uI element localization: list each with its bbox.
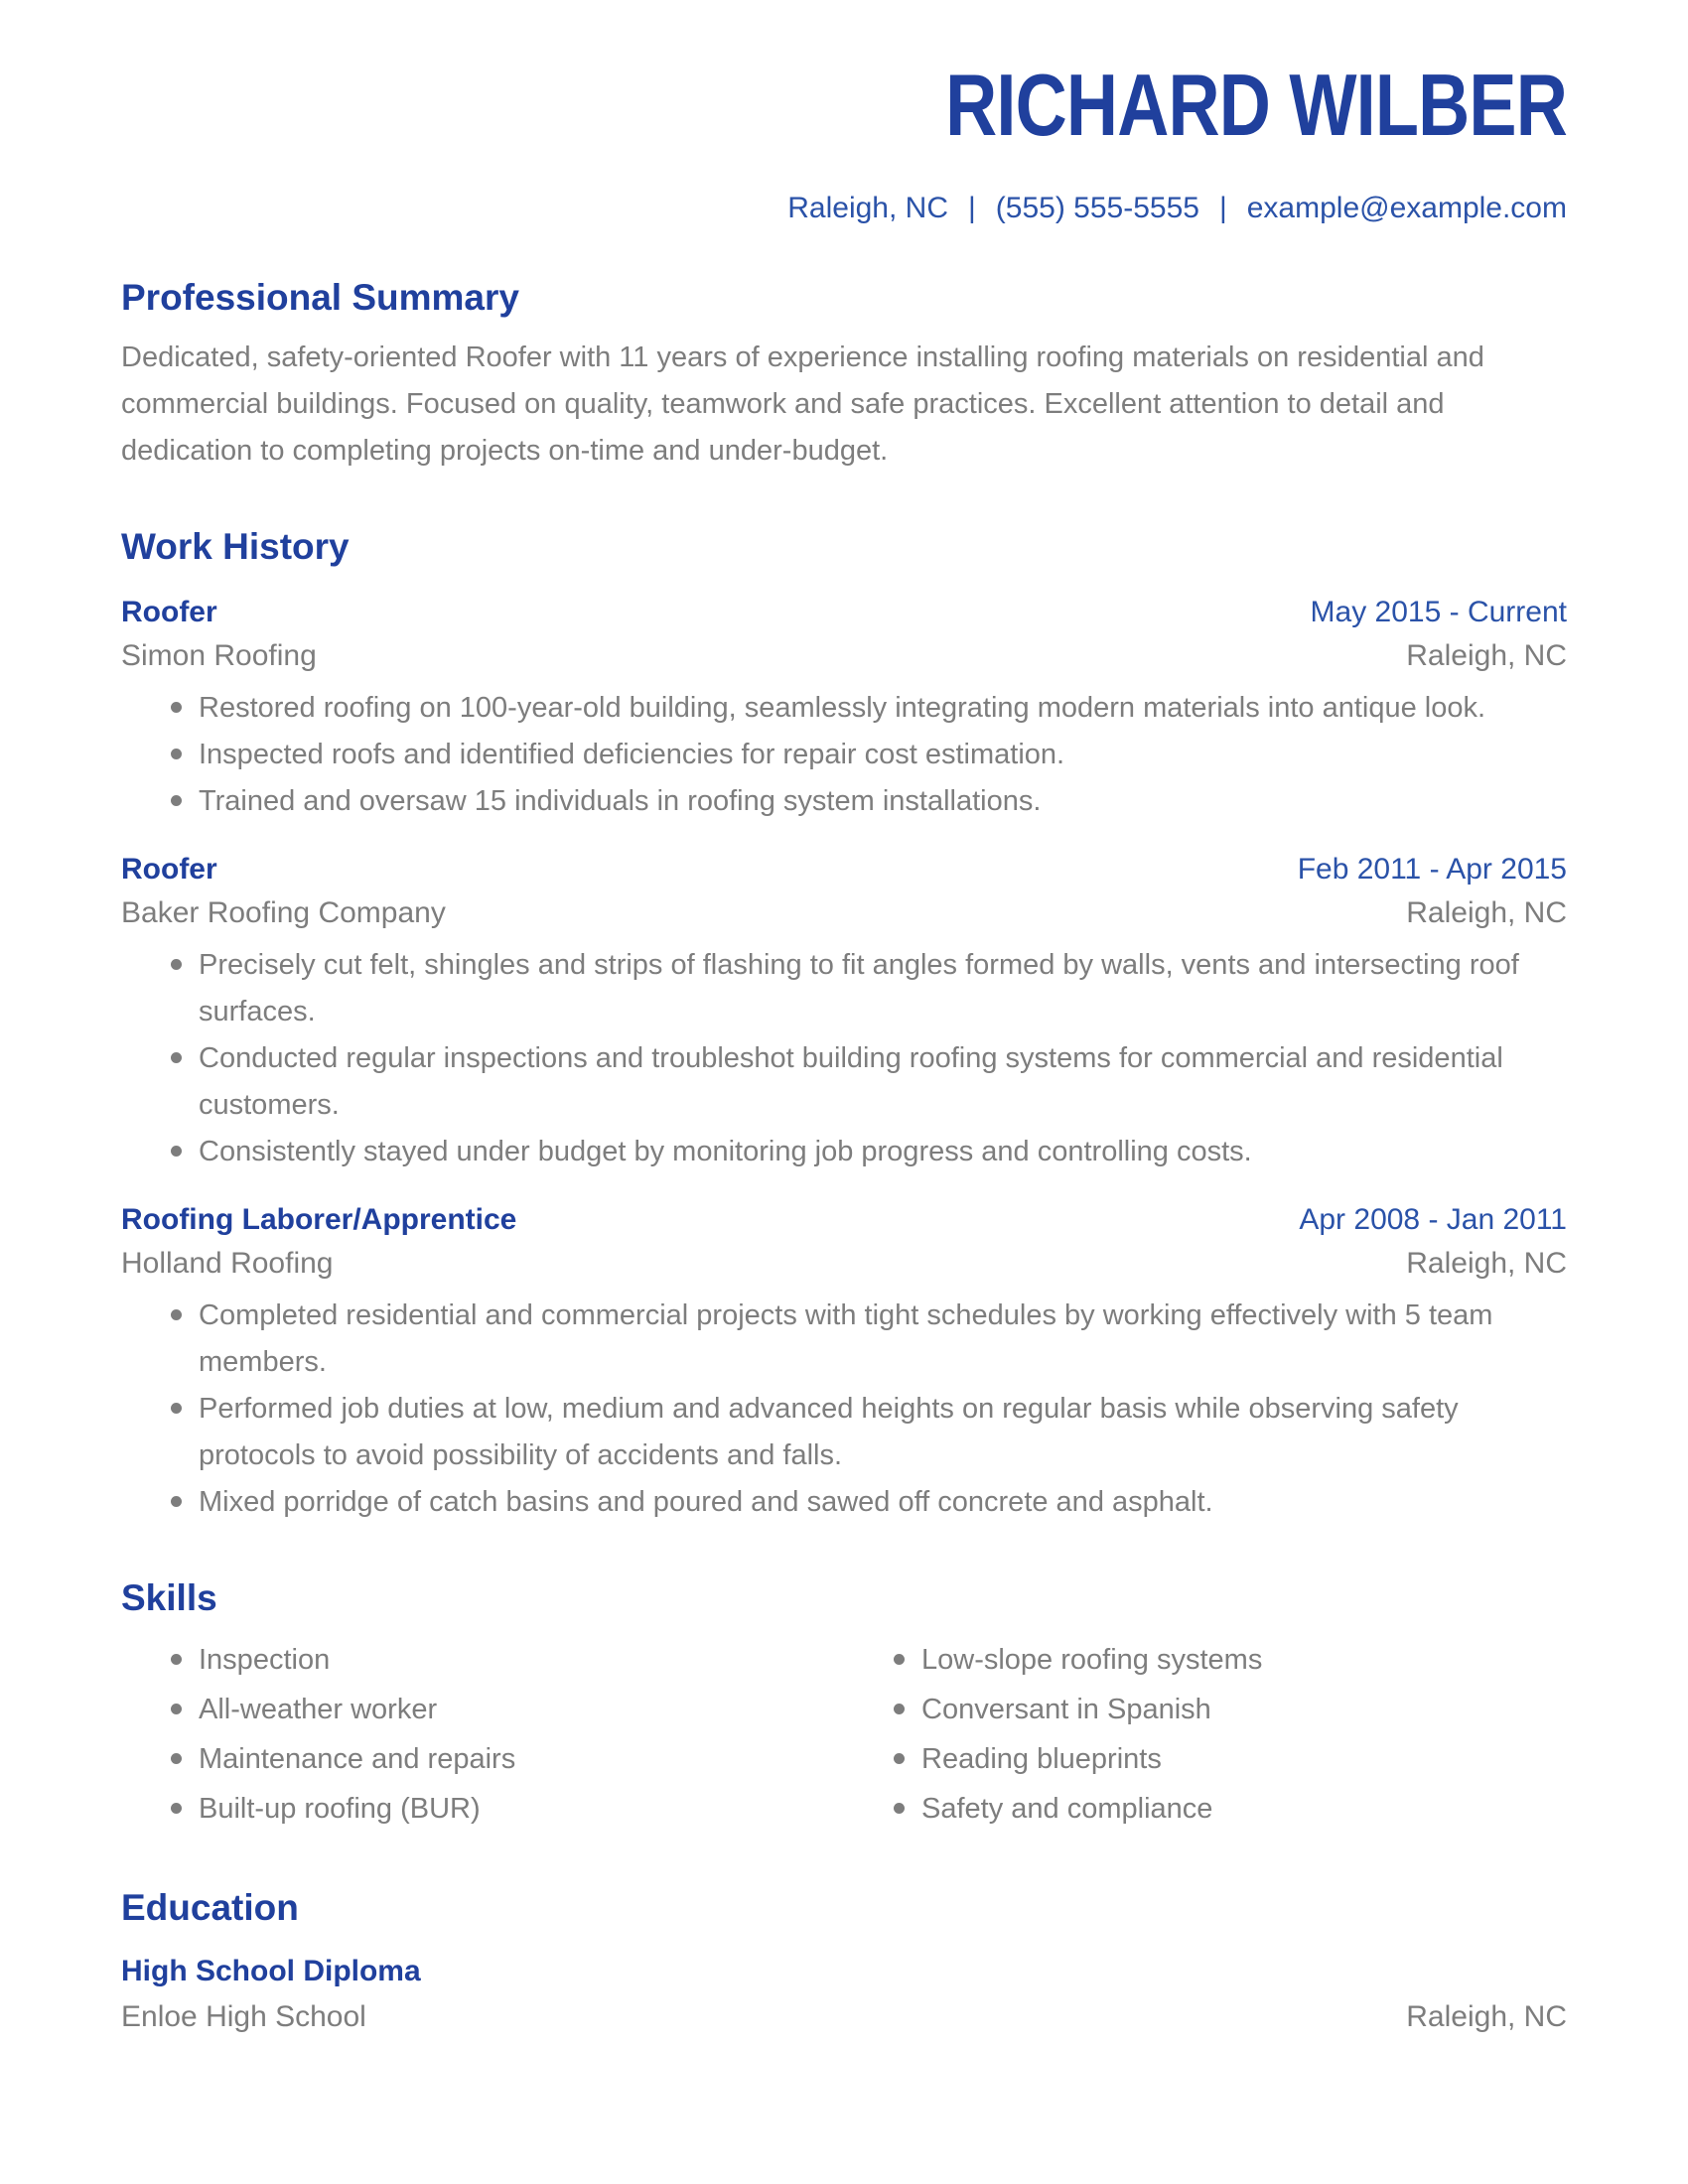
education-section-title: Education [121, 1887, 299, 1929]
bullet-item [169, 1035, 1567, 1129]
contact-separator: | [1218, 192, 1227, 225]
skill-text: Reading blueprints [921, 1743, 1162, 1776]
summary-section-title: Professional Summary [121, 277, 519, 319]
skill-item [892, 1736, 1567, 1783]
skill-text: Maintenance and repairs [199, 1743, 516, 1776]
bullet-item [169, 1129, 1567, 1175]
bullet-dot-icon [171, 702, 182, 713]
skill-item [169, 1786, 844, 1833]
bullet-dot-icon [894, 1704, 905, 1714]
bullet-text: Restored roofing on 100-year-old building, seamlessly integrating modern materials into antique look. [199, 692, 1486, 725]
education-row [121, 2000, 1567, 2034]
skill-text: Safety and compliance [921, 1793, 1213, 1826]
bullet-item [169, 1386, 1567, 1479]
resume-header [121, 52, 1567, 225]
job-dates: Apr 2008 - Jan 2011 [1299, 1203, 1567, 1237]
candidate-name: RICHARD WILBER [945, 56, 1567, 154]
job-title: Roofer [121, 853, 217, 887]
bullet-dot-icon [171, 1704, 182, 1714]
job-subhead [121, 1247, 1567, 1281]
work-section-title: Work History [121, 526, 350, 568]
bullet-dot-icon [894, 1803, 905, 1814]
skill-item [892, 1687, 1567, 1733]
skill-text: Low-slope roofing systems [921, 1644, 1263, 1677]
job-bullet-list [121, 1293, 1567, 1526]
contact-phone: (555) 555-5555 [995, 192, 1199, 225]
job-entry [121, 853, 1567, 1175]
job-company: Simon Roofing [121, 639, 317, 673]
skill-text: Inspection [199, 1644, 331, 1677]
job-dates: May 2015 - Current [1310, 596, 1567, 629]
job-title: Roofer [121, 596, 217, 629]
education-degree: High School Diploma [121, 1955, 421, 1988]
skill-text: Conversant in Spanish [921, 1694, 1211, 1726]
contact-email: example@example.com [1246, 192, 1567, 225]
education-location: Raleigh, NC [1406, 2000, 1567, 2034]
job-head [121, 853, 1567, 887]
bullet-text: Trained and oversaw 15 individuals in roofing system installations. [199, 785, 1042, 818]
skill-item [892, 1786, 1567, 1833]
job-location: Raleigh, NC [1406, 1247, 1567, 1281]
bullet-text: Completed residential and commercial projects with tight schedules by working effectively with 5 team members. [199, 1299, 1493, 1379]
section-professional-summary [121, 277, 1567, 475]
bullet-dot-icon [171, 1309, 182, 1320]
bullet-item [169, 1479, 1567, 1526]
job-entry [121, 1203, 1567, 1526]
job-company: Baker Roofing Company [121, 896, 446, 930]
bullet-dot-icon [171, 1052, 182, 1063]
section-skills [121, 1577, 1567, 1836]
bullet-dot-icon [171, 1753, 182, 1764]
bullet-text: Performed job duties at low, medium and advanced heights on regular basis while observing safety protocols to avoid possibility of accidents and falls. [199, 1393, 1459, 1472]
skills-column-2 [844, 1637, 1567, 1836]
bullet-dot-icon [171, 959, 182, 970]
job-location: Raleigh, NC [1406, 639, 1567, 673]
education-school: Enloe High School [121, 2000, 366, 2034]
bullet-text: Conducted regular inspections and troubleshot building roofing systems for commercial and residential customers. [199, 1042, 1503, 1122]
bullet-text: Precisely cut felt, shingles and strips of flashing to fit angles formed by walls, vents and intersecting roof surfaces. [199, 949, 1519, 1028]
job-head [121, 1203, 1567, 1237]
bullet-dot-icon [171, 1654, 182, 1665]
skills-columns [121, 1637, 1567, 1836]
bullet-text: Mixed porridge of catch basins and poured and sawed off concrete and asphalt. [199, 1486, 1213, 1519]
job-subhead [121, 639, 1567, 673]
skill-text: All-weather worker [199, 1694, 438, 1726]
job-location: Raleigh, NC [1406, 896, 1567, 930]
bullet-text: Inspected roofs and identified deficiencies for repair cost estimation. [199, 739, 1065, 771]
bullet-text: Consistently stayed under budget by monitoring job progress and controlling costs. [199, 1136, 1252, 1168]
bullet-dot-icon [171, 1403, 182, 1414]
bullet-item [169, 732, 1567, 778]
contact-line [121, 192, 1567, 225]
bullet-item [169, 942, 1567, 1035]
job-bullet-list [121, 685, 1567, 825]
contact-separator: | [967, 192, 976, 225]
skill-item [169, 1637, 844, 1684]
bullet-dot-icon [171, 1146, 182, 1157]
bullet-item [169, 778, 1567, 825]
skills-section-title: Skills [121, 1577, 217, 1619]
skill-item [169, 1736, 844, 1783]
job-bullet-list [121, 942, 1567, 1175]
skill-item [169, 1687, 844, 1733]
section-work-history [121, 526, 1567, 1526]
bullet-dot-icon [171, 795, 182, 806]
skill-item [892, 1637, 1567, 1684]
skill-text: Built-up roofing (BUR) [199, 1793, 481, 1826]
section-education [121, 1887, 1567, 2034]
bullet-dot-icon [171, 749, 182, 759]
bullet-dot-icon [894, 1753, 905, 1764]
job-dates: Feb 2011 - Apr 2015 [1297, 853, 1567, 887]
contact-location: Raleigh, NC [787, 192, 948, 225]
bullet-dot-icon [171, 1496, 182, 1507]
job-company: Holland Roofing [121, 1247, 334, 1281]
job-head [121, 596, 1567, 629]
bullet-dot-icon [171, 1803, 182, 1814]
job-subhead [121, 896, 1567, 930]
job-title: Roofing Laborer/Apprentice [121, 1203, 517, 1237]
job-entry [121, 596, 1567, 825]
summary-text: Dedicated, safety-oriented Roofer with 11 years of experience installing roofing materials on residential and commercial buildings. Focused on quality, teamwork and safe practices. Excellent attention to detail and dedication to completing projects on-time and under-budget. [121, 341, 1484, 468]
bullet-dot-icon [894, 1654, 905, 1665]
bullet-item [169, 1293, 1567, 1386]
bullet-item [169, 685, 1567, 732]
skills-column-1 [121, 1637, 844, 1836]
